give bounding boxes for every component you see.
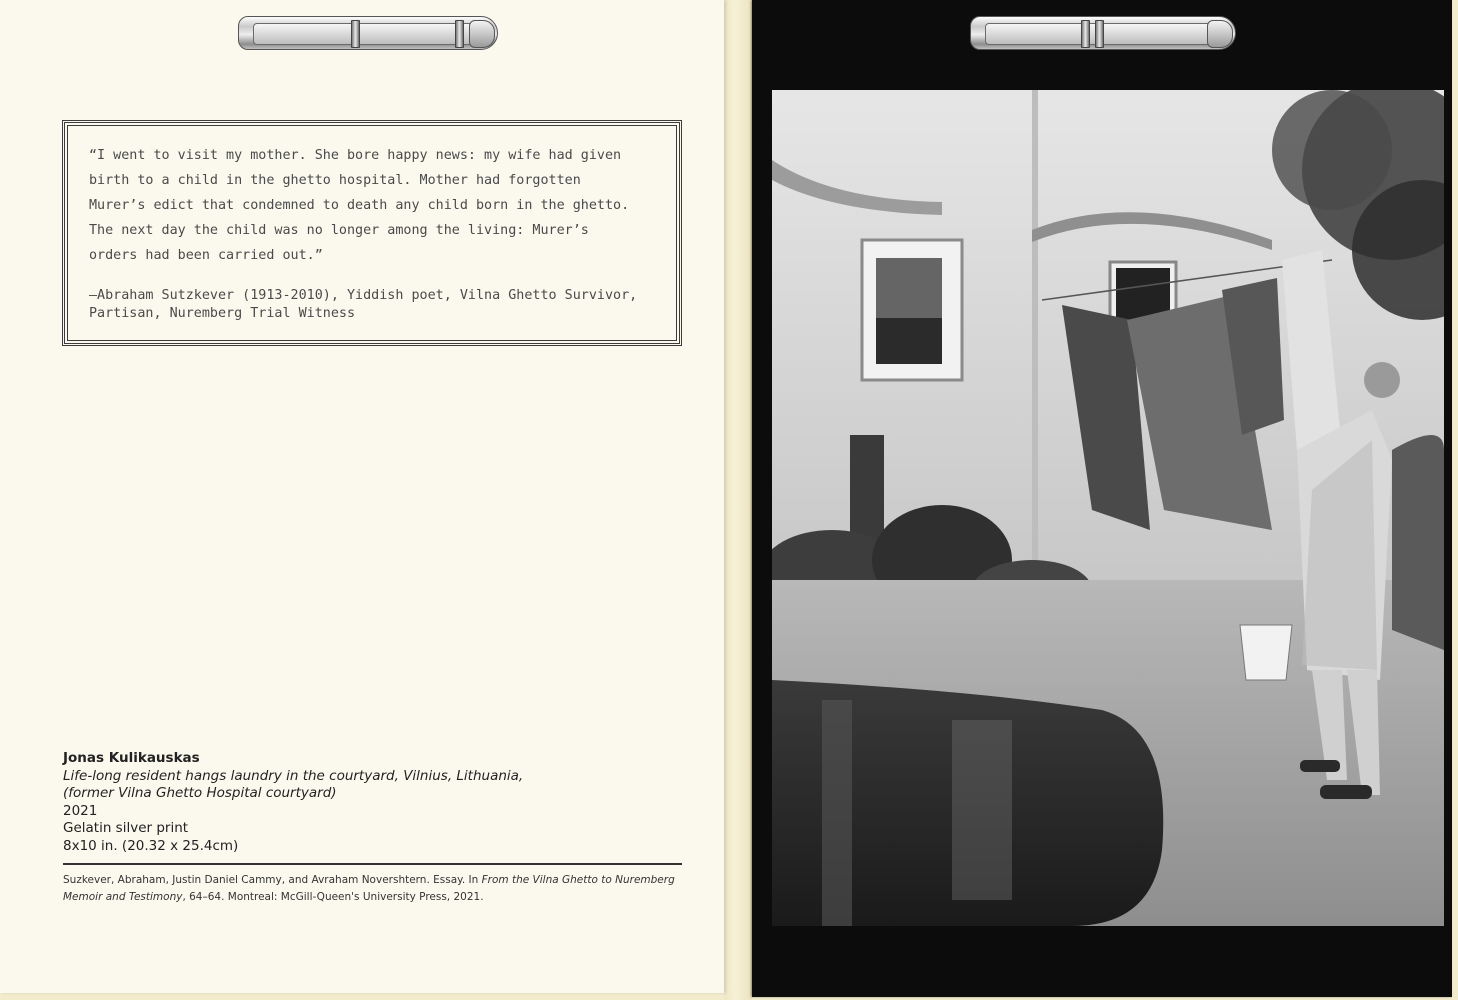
courtyard-photo-image xyxy=(772,90,1444,926)
artwork-title-line1: Life-long resident hangs laundry in the courtyard, Vilnius, Lithuania, xyxy=(63,767,524,784)
citation xyxy=(63,872,683,906)
photograph xyxy=(772,90,1444,926)
artwork-medium: Gelatin silver print xyxy=(63,820,189,836)
citation-book-title: From the Vilna Ghetto to Nuremberg Memoir and Testimony xyxy=(63,874,675,903)
citation-authors: Suzkever, Abraham, Justin Daniel Cammy, and Avraham Novershtern. Essay. In xyxy=(63,874,482,886)
artist-name: Jonas Kulikauskas xyxy=(63,750,200,766)
divider xyxy=(63,863,682,865)
artwork-year: 2021 xyxy=(63,802,98,819)
binder-clip-icon xyxy=(970,16,1236,50)
artwork-title-line2: (former Vilna Ghetto Hospital courtyard) xyxy=(63,785,337,801)
quote-attribution: —Abraham Sutzkever (1913-2010), Yiddish poet, Vilna Ghetto Survivor, Partisan, Nuremberg Trial Witness xyxy=(89,288,638,321)
quote-text: “I went to visit my mother. She bore happy news: my wife had given birth to a child in the ghetto hospital. Mother had forgotten Murer’s edict that condemned to death any child born in the ghetto. The next day the child was no longer among the living: Murer’s orders had been carried out.” xyxy=(89,148,630,263)
photo-panel xyxy=(752,0,1452,997)
citation-publication: , 64–64. Montreal: McGill-Queen's University Press, 2021. xyxy=(182,891,484,903)
quote-box xyxy=(62,120,682,346)
artwork-dimensions: 8x10 in. (20.32 x 25.4cm) xyxy=(63,837,239,854)
folder-edge xyxy=(724,0,752,1000)
text-panel xyxy=(0,0,724,993)
binder-clip-icon xyxy=(238,16,498,50)
artwork-caption xyxy=(63,750,683,855)
